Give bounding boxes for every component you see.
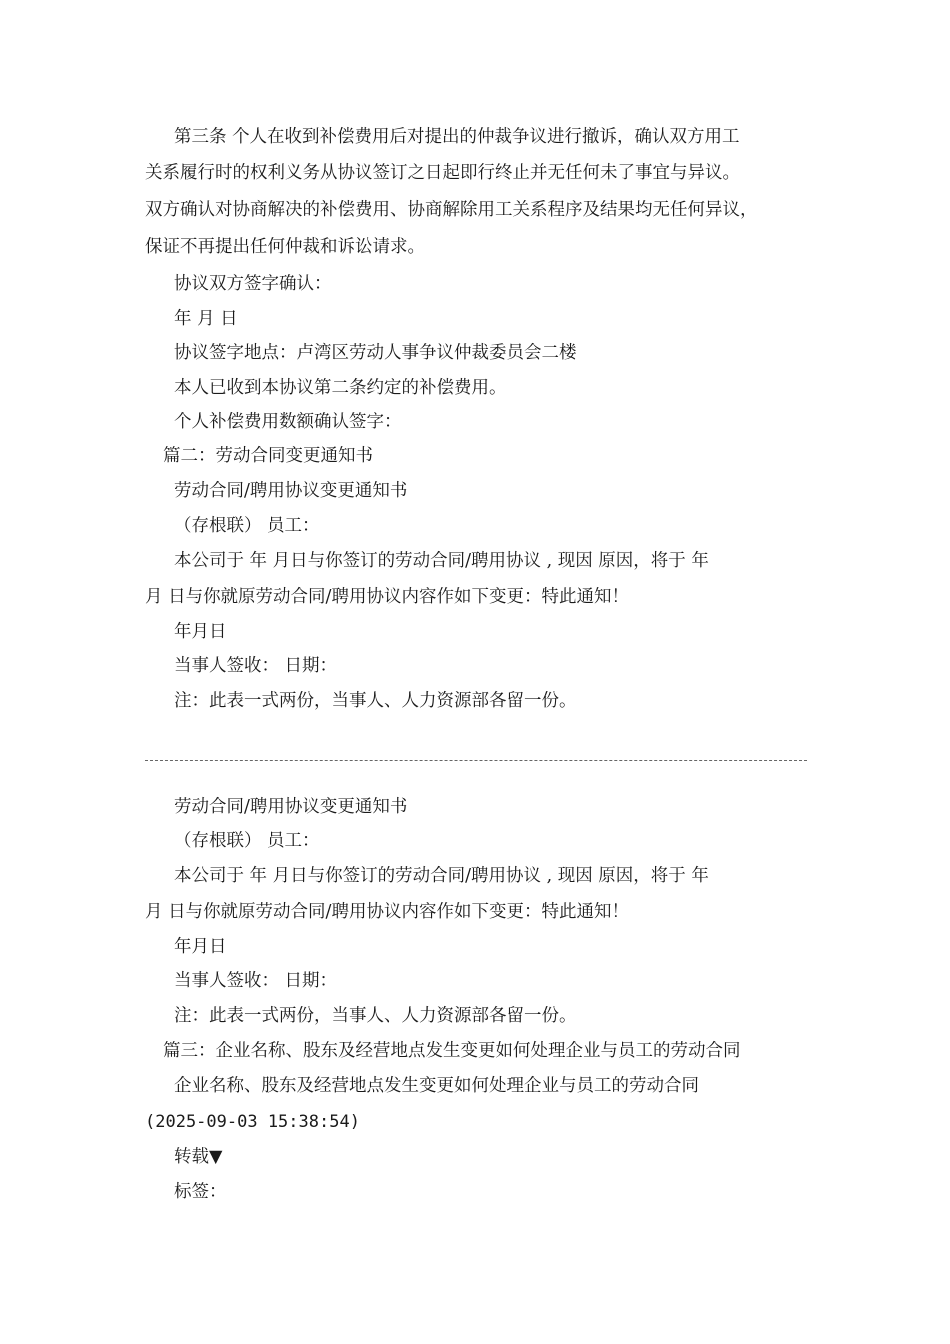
copy-signature: 当事人签收： 日期： [174, 971, 338, 991]
stub-employee: （存根联） 员工： [174, 516, 320, 536]
sign-place-text: 协议签字地点：卢湾区劳动人事争议仲裁委员会二楼 [174, 343, 577, 363]
sign-confirm-text: 协议双方签字确认： [174, 274, 332, 294]
copy-note: 注：此表一式两份，当事人、人力资源部各留一份。 [174, 1006, 577, 1026]
stub-signature: 当事人签收： 日期： [174, 656, 338, 676]
article-title: 企业名称、股东及经营地点发生变更如何处理企业与员工的劳动合同 [174, 1076, 699, 1096]
amount-confirm-text: 个人补偿费用数额确认签字： [174, 412, 402, 432]
article3-line-2: 关系履行时的权利义务从协议签订之日起即行终止并无任何未了事宜与异议。 [145, 163, 740, 183]
stub-body-line-1: 本公司于 年 月日与你签订的劳动合同/聘用协议 , 现因 原因，将于 年 [174, 551, 709, 571]
stub-date: 年月日 [174, 622, 227, 642]
received-text: 本人已收到本协议第二条约定的补偿费用。 [174, 378, 507, 398]
copy-title: 劳动合同/聘用协议变更通知书 [174, 797, 408, 817]
repost-link[interactable]: 转载▼ [174, 1147, 223, 1167]
article3-line-3: 双方确认对协商解决的补偿费用、协商解除用工关系程序及结果均无任何异议， [145, 200, 758, 220]
section3-heading: 篇三：企业名称、股东及经营地点发生变更如何处理企业与员工的劳动合同 [163, 1041, 741, 1061]
section2-heading: 篇二：劳动合同变更通知书 [163, 446, 373, 466]
date-line: 年 月 日 [174, 309, 238, 329]
article3-line-1: 第三条 个人在收到补偿费用后对提出的仲裁争议进行撤诉，确认双方用工 [174, 127, 740, 147]
stub-body-line-2: 月 日与你就原劳动合同/聘用协议内容作如下变更：特此通知！ [145, 587, 629, 607]
copy-employee: （存根联） 员工： [174, 831, 320, 851]
copy-body-line-2: 月 日与你就原劳动合同/聘用协议内容作如下变更：特此通知！ [145, 902, 629, 922]
copy-date: 年月日 [174, 937, 227, 957]
stub-note: 注：此表一式两份，当事人、人力资源部各留一份。 [174, 691, 577, 711]
article3-line-4: 保证不再提出任何仲裁和诉讼请求。 [145, 237, 425, 257]
stub-title: 劳动合同/聘用协议变更通知书 [174, 481, 408, 501]
tags-label: 标签： [174, 1182, 227, 1202]
article-timestamp: (2025-09-03 15:38:54) [145, 1112, 360, 1132]
cut-line-divider [145, 760, 807, 761]
copy-body-line-1: 本公司于 年 月日与你签订的劳动合同/聘用协议 , 现因 原因，将于 年 [174, 866, 709, 886]
